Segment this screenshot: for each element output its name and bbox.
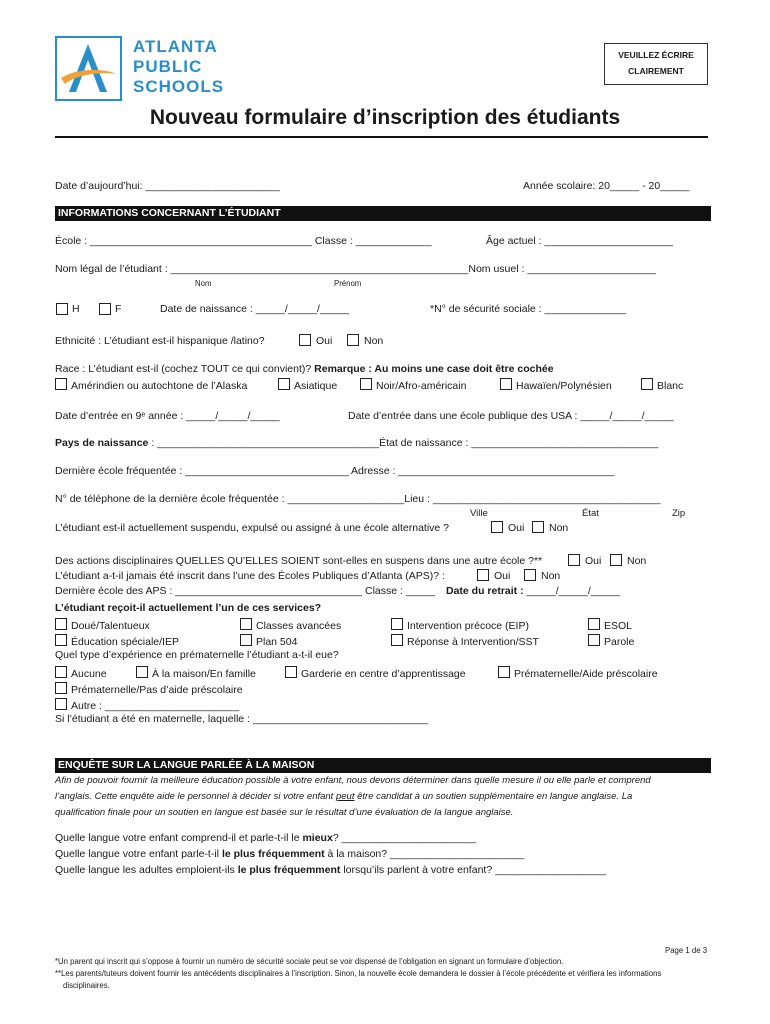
prek-checkbox[interactable] [498, 666, 510, 678]
dob-field[interactable]: Date de naissance : _____/_____/_____ [160, 303, 350, 315]
ethnicity-question: Ethnicité : L’étudiant est-il hispanique /latino? [55, 335, 265, 347]
service-eip[interactable] [391, 618, 529, 633]
service-checkbox[interactable] [588, 634, 600, 646]
prek-no-aid[interactable] [55, 682, 243, 697]
print-clearly-notice [604, 43, 708, 85]
race-question [55, 363, 554, 376]
service-label: Réponse à Intervention/SST [407, 636, 539, 648]
race-option-label: Hawaïen/Polynésien [516, 380, 612, 392]
q-text: Quelle langue votre enfant comprend-il et parle-t-il le [55, 832, 303, 844]
zip-caption: Zip [672, 508, 686, 519]
intro-text: l’anglais. Cette enquête aide le personnel à décider si votre enfant [55, 791, 336, 802]
withdraw-blank: _____/_____/_____ [523, 585, 620, 597]
language-intro [55, 773, 708, 821]
service-label: Intervention précoce (EIP) [407, 620, 529, 632]
service-esol[interactable] [588, 618, 632, 633]
service-rti[interactable] [391, 634, 539, 649]
prek-checkbox[interactable] [55, 698, 67, 710]
aps-non-label: Non [541, 570, 561, 582]
race-option-white[interactable] [641, 378, 683, 393]
prek-checkbox[interactable] [55, 666, 67, 678]
aps-non-checkbox[interactable] [524, 569, 536, 581]
age-field[interactable]: Âge actuel : ______________________ [486, 235, 673, 247]
prek-label: À la maison/En famille [152, 668, 256, 680]
service-label: Doué/Talentueux [71, 620, 150, 632]
race-checkbox[interactable] [641, 378, 653, 390]
last-aps-text: Dernière école des APS : ________________________________ Classe : _____ [55, 585, 436, 597]
hispanic-oui-label: Oui [316, 335, 333, 347]
date-today-field[interactable]: Date d’aujourd’hui: _______________________ [55, 180, 280, 192]
prenom-caption: Prénom [334, 279, 362, 288]
race-option-amerindian[interactable] [55, 378, 247, 393]
race-question-text: Race : L’étudiant est-il (cochez TOUT ce qui convient)? [55, 363, 312, 375]
prek-label: Autre : _______________________ [71, 700, 240, 712]
prek-none[interactable] [55, 666, 107, 681]
prek-label: Prématernelle/Aide préscolaire [514, 668, 658, 680]
q-blank: lorsqu’ils parlent à votre enfant? ___________________ [340, 864, 607, 876]
disciplinary-non-label: Non [627, 555, 647, 567]
prek-daycare[interactable] [285, 666, 466, 681]
services-question: L’étudiant reçoit-il actuellement l’un de ces services? [55, 602, 322, 614]
hispanic-oui-checkbox[interactable] [299, 334, 311, 346]
grade9-entry-field[interactable]: Date d’entrée en 9ᵉ année : _____/_____/_____ [55, 410, 280, 422]
footnote-disciplinary: **Les parents/tuteurs doivent fournir les antécédents disciplinaires à l’inscription. Sinon, la nouvelle école demandera le dossier à l’école précédente et vérifiera les informations [55, 969, 662, 978]
race-option-black[interactable] [360, 378, 466, 393]
hispanic-non-label: Non [364, 335, 384, 347]
school-field[interactable]: École : ______________________________________ Classe : _____________ [55, 235, 432, 247]
q-blank: ? _______________________ [332, 832, 476, 844]
birth-country-field[interactable] [55, 437, 658, 450]
student-section-heading: INFORMATIONS CONCERNANT L’ÉTUDIANT [55, 206, 711, 221]
prek-which-field[interactable]: Si l’étudiant a été en maternelle, laquelle : ______________________________ [55, 713, 429, 725]
birth-country-label: Pays de naissance [55, 437, 149, 449]
race-option-hawaiian[interactable] [500, 378, 612, 393]
language-q1[interactable] [55, 832, 476, 845]
race-option-label: Noir/Afro-américain [376, 380, 467, 392]
aps-enrolled-question: L’étudiant a-t-il jamais été inscrit dans l’une des Écoles Publiques d’Atlanta (APS)? : [55, 570, 445, 582]
logo-text-public: PUBLIC [133, 57, 203, 76]
service-504[interactable] [240, 634, 297, 649]
suspended-oui-checkbox[interactable] [491, 521, 503, 533]
prek-home[interactable] [136, 666, 256, 681]
disciplinary-oui-checkbox[interactable] [568, 554, 580, 566]
ssn-field[interactable]: *N° de sécurité sociale : ______________ [430, 303, 627, 315]
service-checkbox[interactable] [240, 618, 252, 630]
q-emphasis: mieux [302, 832, 333, 844]
legal-name-field[interactable]: Nom légal de l’étudiant : ___________________________________________________Nom usuel : ______________________ [55, 263, 656, 275]
race-checkbox[interactable] [500, 378, 512, 390]
disciplinary-question: Des actions disciplinaires QUELLES QU’ELLES SOIENT sont-elles en suspens dans une autre école ?** [55, 555, 543, 567]
language-intro-line2 [55, 789, 708, 805]
race-option-asian[interactable] [278, 378, 337, 393]
prek-preschool-aid[interactable] [498, 666, 658, 681]
withdraw-label: Date du retrait : [445, 585, 524, 597]
q-text: Quelle langue les adultes emploient-ils [55, 864, 238, 876]
service-label: Plan 504 [256, 636, 298, 648]
service-special-ed[interactable] [55, 634, 179, 649]
race-checkbox[interactable] [55, 378, 67, 390]
suspended-oui-label: Oui [508, 522, 525, 534]
birth-country-blanks: : ______________________________________État de naissance : ________________________________ [148, 437, 659, 449]
service-checkbox[interactable] [391, 634, 403, 646]
service-checkbox[interactable] [55, 618, 67, 630]
race-option-label: Asiatique [294, 380, 338, 392]
service-checkbox[interactable] [588, 618, 600, 630]
sex-h-label: H [72, 303, 80, 315]
prek-label: Garderie en centre d’apprentissage [301, 668, 466, 680]
hispanic-non-checkbox[interactable] [347, 334, 359, 346]
service-speech[interactable] [588, 634, 634, 649]
aps-oui-checkbox[interactable] [477, 569, 489, 581]
service-checkbox[interactable] [55, 634, 67, 646]
language-q3[interactable] [55, 864, 606, 877]
footnotes [55, 956, 708, 992]
notice-text: VEUILLEZ ÉCRIRE CLAIREMENT [618, 50, 694, 76]
prek-checkbox[interactable] [136, 666, 148, 678]
service-label: Classes avancées [256, 620, 342, 632]
service-gifted[interactable] [55, 618, 150, 633]
service-checkbox[interactable] [240, 634, 252, 646]
title-rule [55, 136, 708, 138]
q-emphasis: le plus fréquemment [237, 864, 341, 876]
intro-emphasis: peut [335, 791, 355, 802]
page-number: Page 1 de 3 [665, 946, 708, 955]
prek-label: Aucune [71, 668, 107, 680]
logo-text-atlanta: ATLANTA [133, 37, 218, 56]
footnote-disciplinary-cont: disciplinaires. [63, 981, 110, 990]
race-option-label: Amérindien ou autochtone de l’Alaska [71, 380, 248, 392]
service-label: Parole [604, 636, 635, 648]
sex-f-label: F [115, 303, 122, 315]
last-aps-field[interactable] [55, 585, 620, 598]
suspended-non-label: Non [549, 522, 569, 534]
language-q2[interactable] [55, 848, 524, 861]
ville-caption: Ville [470, 508, 488, 519]
prek-question: Quel type d’expérience en prématernelle l’étudiant a-t-il eue? [55, 649, 339, 661]
footnote-ssn: *Un parent qui inscrit qui s’oppose à fournir un numéro de sécurité sociale peut se voir dispensé de l’obligation en signant un formulaire d’objection. [55, 957, 564, 966]
logo-mark [55, 36, 122, 101]
language-intro-line3: qualification finale pour un soutien en langue est basée sur le résultat d’une évaluation de la langue anglaise. [55, 807, 514, 818]
prek-other[interactable] [55, 698, 239, 713]
suspended-non-checkbox[interactable] [532, 521, 544, 533]
disciplinary-oui-label: Oui [585, 555, 602, 567]
q-blank: à la maison? _______________________ [324, 848, 525, 860]
last-school-field[interactable]: Dernière école fréquentée : ____________________________ Adresse : _____________________________________ [55, 465, 615, 477]
prek-label: Prématernelle/Pas d’aide préscolaire [71, 684, 243, 696]
disciplinary-non-checkbox[interactable] [610, 554, 622, 566]
school-year-field[interactable]: Année scolaire: 20_____ - 20_____ [523, 180, 690, 192]
race-note: Remarque : Au moins une case doit être cochée [314, 363, 554, 375]
logo-text-schools: SCHOOLS [133, 77, 225, 96]
page-title: Nouveau formulaire d’inscription des étudiants [149, 106, 621, 129]
prek-checkbox[interactable] [285, 666, 297, 678]
q-text: Quelle langue votre enfant parle-t-il [55, 848, 222, 860]
race-option-label: Blanc [657, 380, 684, 392]
sex-f-checkbox[interactable] [99, 303, 111, 315]
sex-h-checkbox[interactable] [56, 303, 68, 315]
prek-checkbox[interactable] [55, 682, 67, 694]
race-checkbox[interactable] [360, 378, 372, 390]
service-label: Éducation spéciale/IEP [71, 636, 179, 648]
suspended-question: L’étudiant est-il actuellement suspendu, expulsé ou assigné à une école alternative ? [55, 522, 450, 534]
us-entry-field[interactable]: Date d’entrée dans une école publique des USA : _____/_____/_____ [348, 410, 674, 422]
service-checkbox[interactable] [391, 618, 403, 630]
etat-caption: État [582, 508, 599, 519]
service-label: ESOL [604, 620, 633, 632]
last-school-phone-field[interactable]: N° de téléphone de la dernière école fréquentée : ____________________Lieu : _______________________________________ [55, 493, 661, 505]
aps-oui-label: Oui [494, 570, 511, 582]
intro-text: être candidat à un soutien supplémentaire en langue anglaise. La [354, 791, 633, 802]
service-advanced[interactable] [240, 618, 341, 633]
nom-caption: Nom [195, 279, 212, 288]
q-emphasis: le plus fréquemment [221, 848, 325, 860]
language-section-heading: ENQUÊTE SUR LA LANGUE PARLÉE À LA MAISON [55, 758, 711, 773]
race-checkbox[interactable] [278, 378, 290, 390]
language-intro-line1: Afin de pouvoir fournir la meilleure éducation possible à votre enfant, nous devons déterminer dans quelle mesure il ou elle parle et comprend [55, 775, 651, 786]
